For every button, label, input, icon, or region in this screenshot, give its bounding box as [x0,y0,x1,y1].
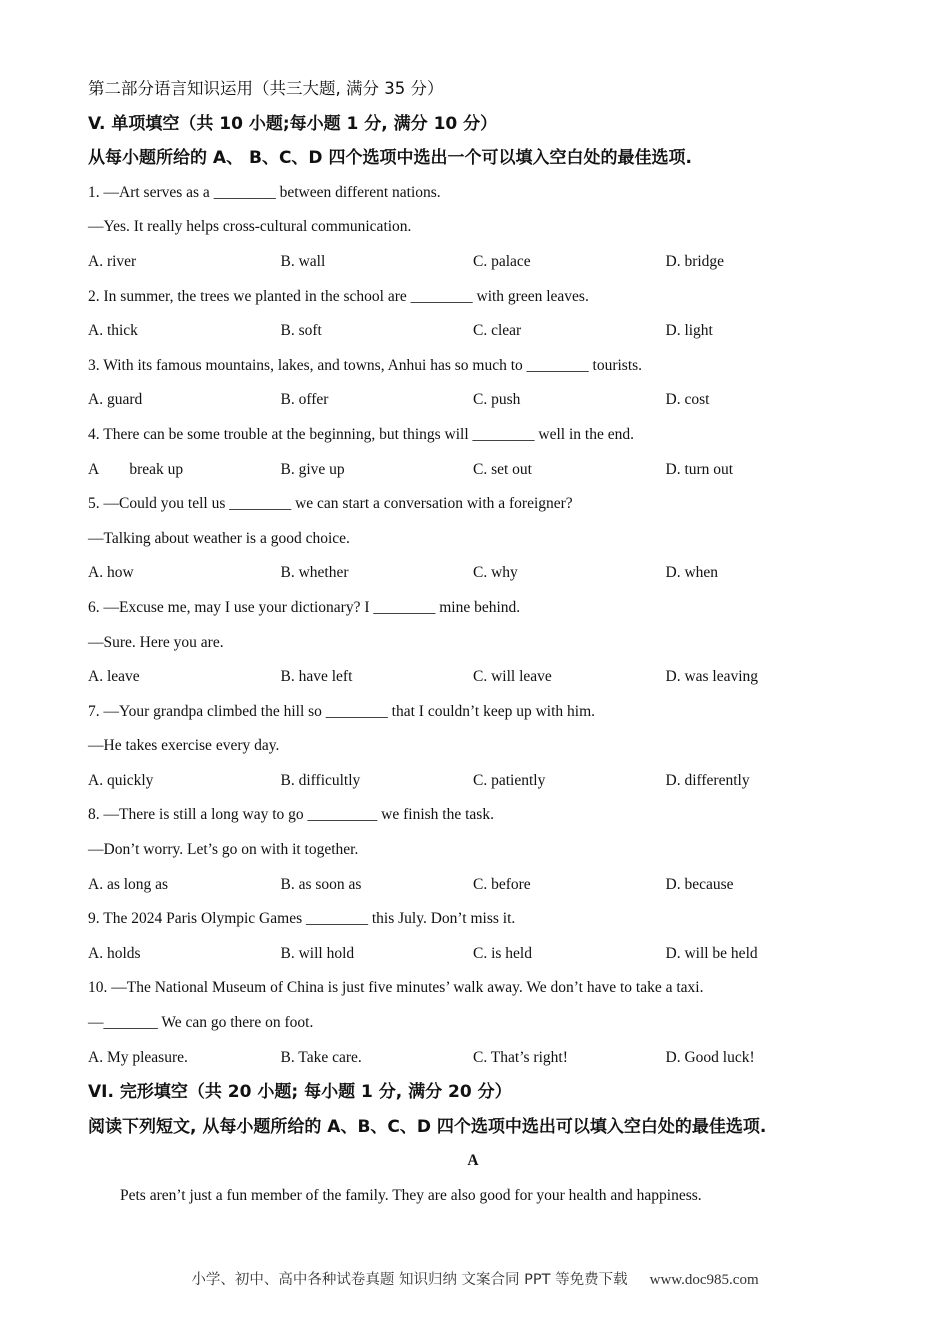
option-row [88,314,858,349]
answer-option-a: A. guard [88,391,143,409]
question-stem: 4. There can be some trouble at the beginning, but things will ________ well in the end. [88,425,634,443]
question-stem: 7. —Your grandpa climbed the hill so ________ that I couldn’t keep up with him. [88,702,595,720]
answer-option-a: A. thick [88,322,138,340]
question-response: —He takes exercise every day. [88,737,280,755]
option-row [88,453,858,488]
answer-option-d: D. differently [665,771,750,789]
answer-option-c: C. is held [473,944,532,962]
answer-option-b: B. whether [280,564,349,582]
answer-option-a: A. river [88,252,137,270]
answer-option-c: C. before [473,875,531,893]
answer-option-a: A. leave [88,668,140,686]
question-stem: 1. —Art serves as a ________ between different nations. [88,183,441,201]
answer-option-b: B. as soon as [280,875,362,893]
option-row [88,1041,858,1076]
answer-option-b: B. have left [280,668,353,686]
question-stem: 3. With its famous mountains, lakes, and towns, Anhui has so much to ________ tourists. [88,356,643,374]
question-response: —_______ We can go there on foot. [88,1014,314,1032]
answer-option-b: B. offer [280,391,329,409]
option-row [88,383,858,418]
question-stem: 10. —The National Museum of China is just five minutes’ walk away. We don’t have to take a taxi. [88,979,704,997]
answer-option-b: B. wall [280,252,326,270]
question-response: —Yes. It really helps cross-cultural communication. [88,218,412,236]
question-response: —Talking about weather is a good choice. [88,529,350,547]
passage-first-sentence: Pets aren’t just a fun member of the family. They are also good for your health and happiness. [120,1187,702,1204]
answer-option-b: B. difficultly [280,771,361,789]
answer-option-c: C. push [473,391,521,409]
option-row [88,556,858,591]
answer-option-a: A. how [88,564,134,582]
answer-option-d: D. when [665,564,719,582]
answer-option-b: B. will hold [280,944,355,962]
answer-option-a: A. holds [88,944,141,962]
footer-text: 小学、初中、高中各种试卷真题 知识归纳 文案合同 PPT 等免费下载 [191,1272,628,1288]
answer-option-d: D. light [665,322,713,340]
answer-option-c: C. That’s right! [473,1048,568,1066]
answer-option-b: B. give up [280,460,345,478]
answer-option-a: A. as long as [88,875,169,893]
part5-title: V. 单项填空（共 10 小题;每小题 1 分, 满分 10 分） [88,113,498,134]
part6-title: VI. 完形填空（共 20 小题; 每小题 1 分, 满分 20 分） [88,1082,512,1103]
section-title: 第二部分语言知识运用（共三大题, 满分 35 分） [88,79,444,98]
question-stem: 9. The 2024 Paris Olympic Games ________ this July. Don’t miss it. [88,910,516,928]
answer-option-c: C. clear [473,322,522,340]
answer-option-c: C. why [473,564,518,582]
answer-option-d: D. Good luck! [665,1048,755,1066]
option-row [88,660,858,695]
part5-instruction: 从每小题所给的 A、 B、C、D 四个选项中选出一个可以填入空白处的最佳选项. [88,148,692,169]
answer-option-a: A. quickly [88,771,154,789]
answer-option-c: C. palace [473,252,531,270]
answer-option-a: A break up [88,460,184,478]
answer-option-c: C. patiently [473,771,546,789]
part6-instruction: 阅读下列短文, 从每小题所给的 A、B、C、D 四个选项中选出可以填入空白处的最佳选项. [88,1116,767,1137]
option-row [88,245,858,280]
footer-url[interactable]: www.doc985.com [649,1272,759,1288]
answer-option-b: B. Take care. [280,1048,362,1066]
answer-option-d: D. bridge [665,252,725,270]
answer-option-c: C. set out [473,460,532,478]
question-stem: 5. —Could you tell us ________ we can start a conversation with a foreigner? [88,495,573,513]
question-list [88,176,858,1075]
question-stem: 2. In summer, the trees we planted in the school are ________ with green leaves. [88,287,589,305]
answer-option-a: A. My pleasure. [88,1048,188,1066]
answer-option-b: B. soft [280,322,322,340]
question-response: —Don’t worry. Let’s go on with it together. [88,841,359,859]
option-row [88,937,858,972]
option-row [88,868,858,903]
answer-option-c: C. will leave [473,668,552,686]
question-response: —Sure. Here you are. [88,633,224,651]
answer-option-d: D. will be held [665,944,758,962]
exam-page [88,72,858,1214]
footer [0,1268,950,1289]
question-stem: 6. —Excuse me, may I use your dictionary? I ________ mine behind. [88,598,521,616]
answer-option-d: D. because [665,875,734,893]
answer-option-d: D. cost [665,391,710,409]
passage-label: A [467,1152,479,1170]
answer-option-d: D. turn out [665,460,734,478]
question-stem: 8. —There is still a long way to go _________ we finish the task. [88,806,494,824]
option-row [88,764,858,799]
answer-option-d: D. was leaving [665,668,759,686]
